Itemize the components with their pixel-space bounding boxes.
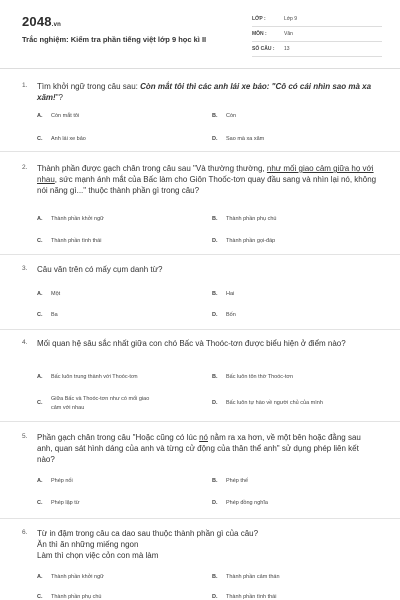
question-text: Mối quan hệ sâu sắc nhất giữa con chó Bấc và Thoóc-tơn được biểu hiện ở điểm nào? [37, 339, 346, 348]
logo-main: 2048 [22, 14, 52, 29]
option-text: Thành phần cảm thán [226, 574, 280, 580]
question-text-part: Tìm khởi ngữ trong câu sau: [37, 82, 141, 91]
question-text-quote: Còn mắt tôi thì các anh lái xe bảo: "Cô có cái nhìn sao mà xa xăm! [37, 82, 372, 102]
option-letter: A. [37, 113, 43, 119]
option-text: Một [51, 291, 61, 297]
option-text: Bấc luôn tự hào về người chủ của mình [226, 400, 323, 406]
question-divider [0, 151, 400, 152]
question-text-line: Từ in đậm trong câu ca dao sau thuộc thành phần gì của câu? [37, 529, 259, 538]
meta-label: SỐ CÂU : [252, 46, 275, 52]
question-text-line: Ăn thì ăn những miếng ngon [37, 540, 139, 549]
question-divider [0, 421, 400, 422]
option-text: Phép nối [51, 478, 73, 484]
option-letter: A. [37, 216, 43, 222]
option-letter: A. [37, 291, 43, 297]
meta-divider [252, 41, 382, 42]
question-number: 3. [22, 265, 28, 272]
option-letter: C. [37, 400, 43, 406]
option-text: Ba [51, 312, 58, 318]
question-divider [0, 329, 400, 330]
option-text: Bốn [226, 312, 236, 318]
meta-label: MÔN : [252, 31, 267, 37]
option-letter: A. [37, 478, 43, 484]
question-number: 4. [22, 339, 28, 346]
option-text: Thành phần tình thái [226, 594, 277, 600]
option-letter: A. [37, 574, 43, 580]
option-text: Hai [226, 291, 235, 297]
option-letter: B. [212, 574, 218, 580]
question-text-part: nằm ra xa hơn, về một bên hoặc đằng sau anh, quan sát hình dáng của anh và từng cử động của thân thể anh" sử dụng phép liên kết nào? [37, 433, 361, 464]
option-letter: B. [212, 478, 218, 484]
question-divider [0, 254, 400, 255]
option-letter: D. [212, 500, 218, 506]
option-text: Phép lặp từ [51, 500, 80, 506]
option-letter: C. [37, 238, 43, 244]
question-text-line: Làm thì chọn việc cỏn con mà làm [37, 551, 159, 560]
question-text: Câu văn trên có mấy cụm danh từ? [37, 265, 163, 274]
option-letter: D. [212, 136, 218, 142]
option-letter: B. [212, 291, 218, 297]
question-text-underlined: nó [199, 433, 208, 442]
option-letter: D. [212, 400, 218, 406]
meta-value: 13 [284, 46, 290, 52]
site-logo[interactable] [22, 14, 61, 29]
question-text-underlined: như mối giao cảm giữa họ với nhau [37, 164, 374, 184]
option-letter: A. [37, 374, 43, 380]
option-text: Thành phần tình thái [51, 238, 102, 244]
question-number: 5. [22, 433, 28, 440]
option-text: cảm với nhau [51, 405, 85, 411]
option-letter: C. [37, 594, 43, 600]
logo-suffix: .vn [51, 22, 62, 28]
option-letter: B. [212, 113, 218, 119]
option-text: Sao mà xa xăm [226, 136, 265, 142]
question-divider [0, 518, 400, 519]
question-text-part: Thành phần được gạch chân trong câu sau "Và thường thường, [37, 164, 267, 173]
meta-value: Văn [284, 31, 293, 37]
meta-label: LỚP : [252, 16, 266, 22]
meta-value: Lớp 9 [284, 16, 298, 22]
question-number: 1. [22, 82, 28, 89]
option-text: Bấc luôn tôn thờ Thoóc-tơn [226, 374, 294, 380]
question-text-part: , sức mạnh ánh mắt của Bấc làm cho Giôn Thoốc-tơn quay đầu sang và nhìn lại nó, không nói năng gì..." thuộc thành phần gì trong câu? [37, 175, 377, 195]
option-text: Thành phần gọi-đáp [226, 238, 276, 244]
option-letter: D. [212, 312, 218, 318]
question-text [37, 81, 377, 103]
question-text [37, 528, 377, 561]
option-text: Thành phần phụ chú [51, 594, 102, 600]
option-text: Thành phần khởi ngữ [51, 574, 104, 580]
option-letter: B. [212, 374, 218, 380]
option-letter: C. [37, 312, 43, 318]
option-text: Giữa Bấc và Thoóc-tơn như có mối giao [51, 396, 150, 402]
option-letter: C. [37, 136, 43, 142]
option-text: Anh lái xe bảo [51, 136, 86, 142]
option-text: Phép thế [226, 478, 249, 484]
page-title: Trắc nghiệm: Kiểm tra phần tiếng việt lớp 9 học kì II [22, 35, 207, 44]
meta-divider [252, 26, 382, 27]
option-letter: D. [212, 594, 218, 600]
option-letter: D. [212, 238, 218, 244]
option-text: Thành phần phụ chú [226, 216, 277, 222]
question-text [37, 163, 377, 196]
question-number: 2. [22, 164, 28, 171]
option-letter: C. [37, 500, 43, 506]
question-number: 6. [22, 529, 28, 536]
option-text: Bấc luôn trung thành với Thoóc-tơn [51, 374, 138, 380]
option-text: Còn mắt tôi [51, 113, 80, 119]
option-letter: B. [212, 216, 218, 222]
option-text: Thành phần khởi ngữ [51, 216, 104, 222]
option-text: Phép đồng nghĩa [226, 500, 268, 506]
page-header [0, 0, 400, 69]
question-text [37, 432, 377, 465]
question-text-part: Phần gạch chân trong câu "Hoặc cũng có lúc [37, 433, 200, 442]
meta-divider [252, 56, 382, 57]
option-text: Còn [226, 113, 237, 119]
question-text-part: "? [55, 93, 63, 102]
